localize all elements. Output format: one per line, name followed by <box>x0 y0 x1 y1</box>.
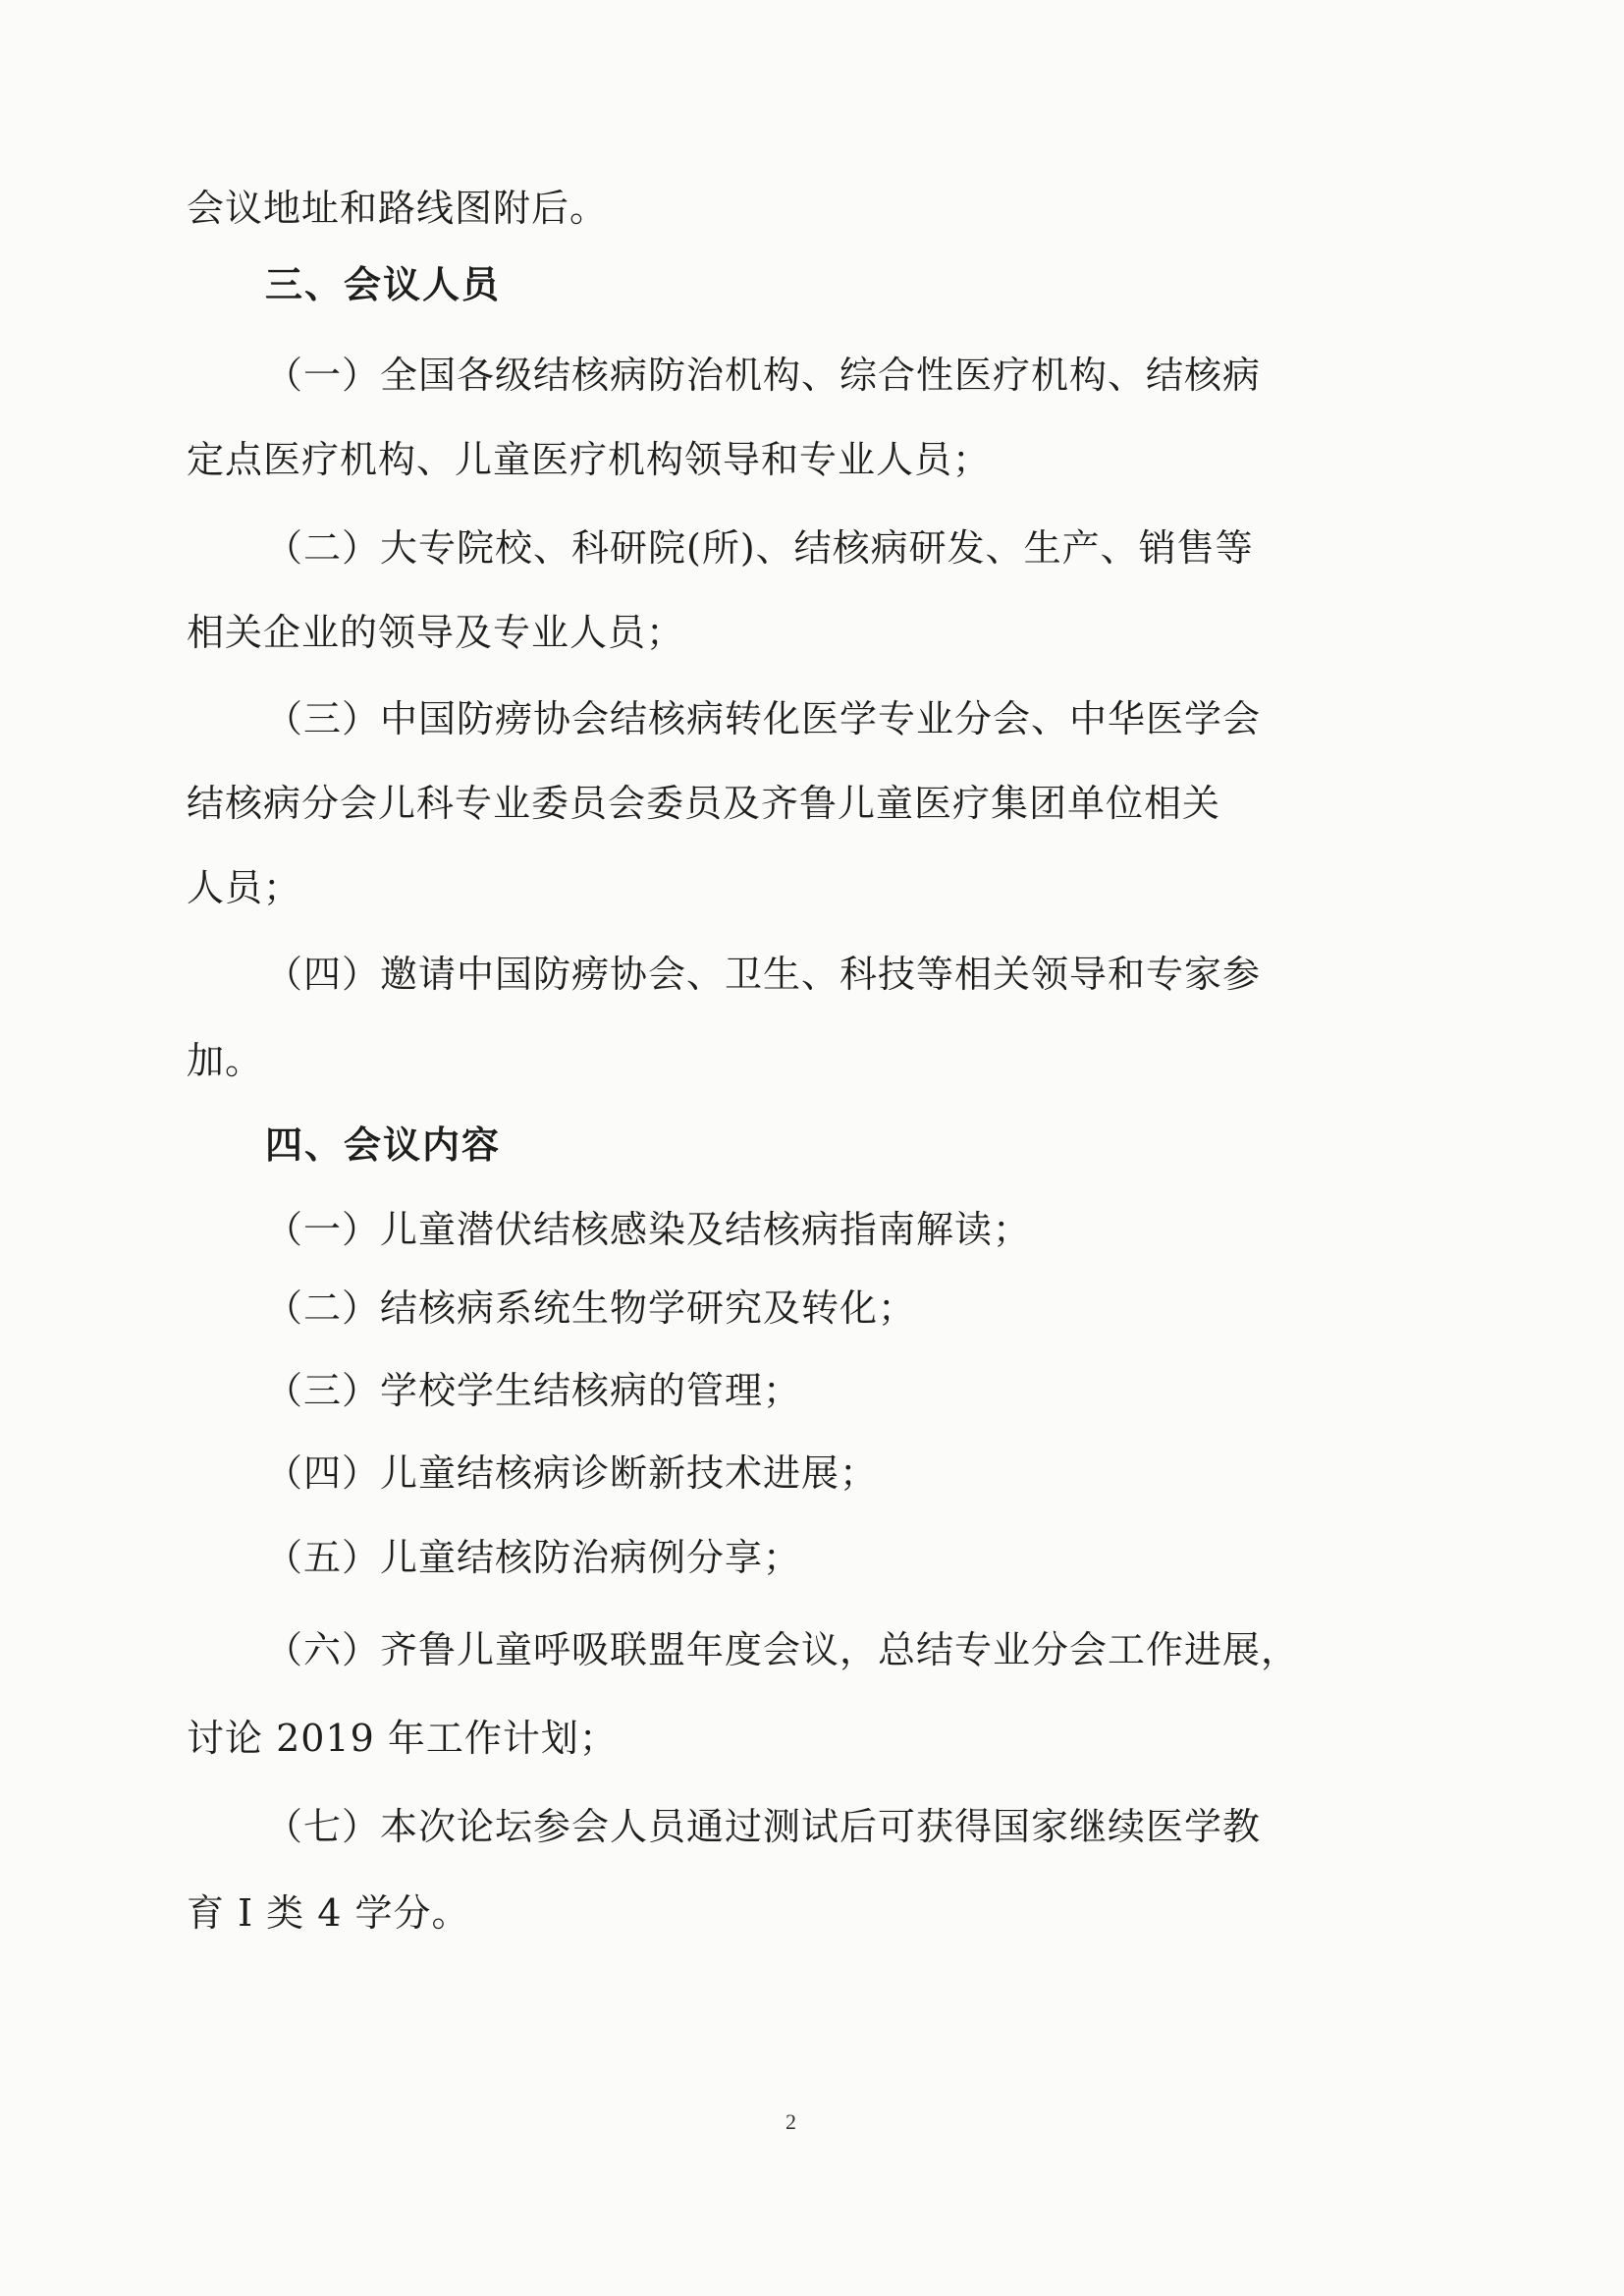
text-line-1: 会议地址和路线图附后。 <box>187 187 609 230</box>
page-number: 2 <box>785 2109 796 2134</box>
text-line-14: （二）结核病系统生物学研究及转化； <box>265 1286 917 1330</box>
text-line-19: 讨论 2019 年工作计划； <box>187 1717 618 1760</box>
section-heading-content: 四、会议内容 <box>265 1123 502 1167</box>
text-line-10: （四）邀请中国防痨协会、卫生、科技等相关领导和专家参 <box>265 953 1262 996</box>
text-line-21: 育 Ⅰ 类 4 学分。 <box>187 1891 470 1935</box>
text-line-6: 相关企业的领导及专业人员； <box>187 611 685 654</box>
text-line-11: 加。 <box>187 1039 264 1082</box>
text-line-8: 结核病分会儿科专业委员会委员及齐鲁儿童医疗集团单位相关 <box>187 782 1221 825</box>
text-line-20: （七）本次论坛参会人员通过测试后可获得国家继续医学教 <box>265 1805 1262 1848</box>
text-line-9: 人员； <box>187 866 302 909</box>
text-line-4: 定点医疗机构、儿童医疗机构领导和专业人员； <box>187 438 992 481</box>
section-heading-attendees: 三、会议人员 <box>265 263 502 306</box>
text-line-15: （三）学校学生结核病的管理； <box>265 1369 802 1412</box>
text-line-7: （三）中国防痨协会结核病转化医学专业分会、中华医学会 <box>265 697 1262 740</box>
text-line-5: （二）大专院校、科研院(所)、结核病研发、生产、销售等 <box>265 526 1254 570</box>
text-line-17: （五）儿童结核防治病例分享； <box>265 1536 802 1579</box>
text-line-16: （四）儿童结核病诊断新技术进展； <box>265 1451 879 1495</box>
text-line-3: （一）全国各级结核病防治机构、综合性医疗机构、结核病 <box>265 354 1262 397</box>
text-line-13: （一）儿童潜伏结核感染及结核病指南解读； <box>265 1208 1032 1251</box>
text-line-18: （六）齐鲁儿童呼吸联盟年度会议，总结专业分会工作进展， <box>265 1628 1300 1671</box>
